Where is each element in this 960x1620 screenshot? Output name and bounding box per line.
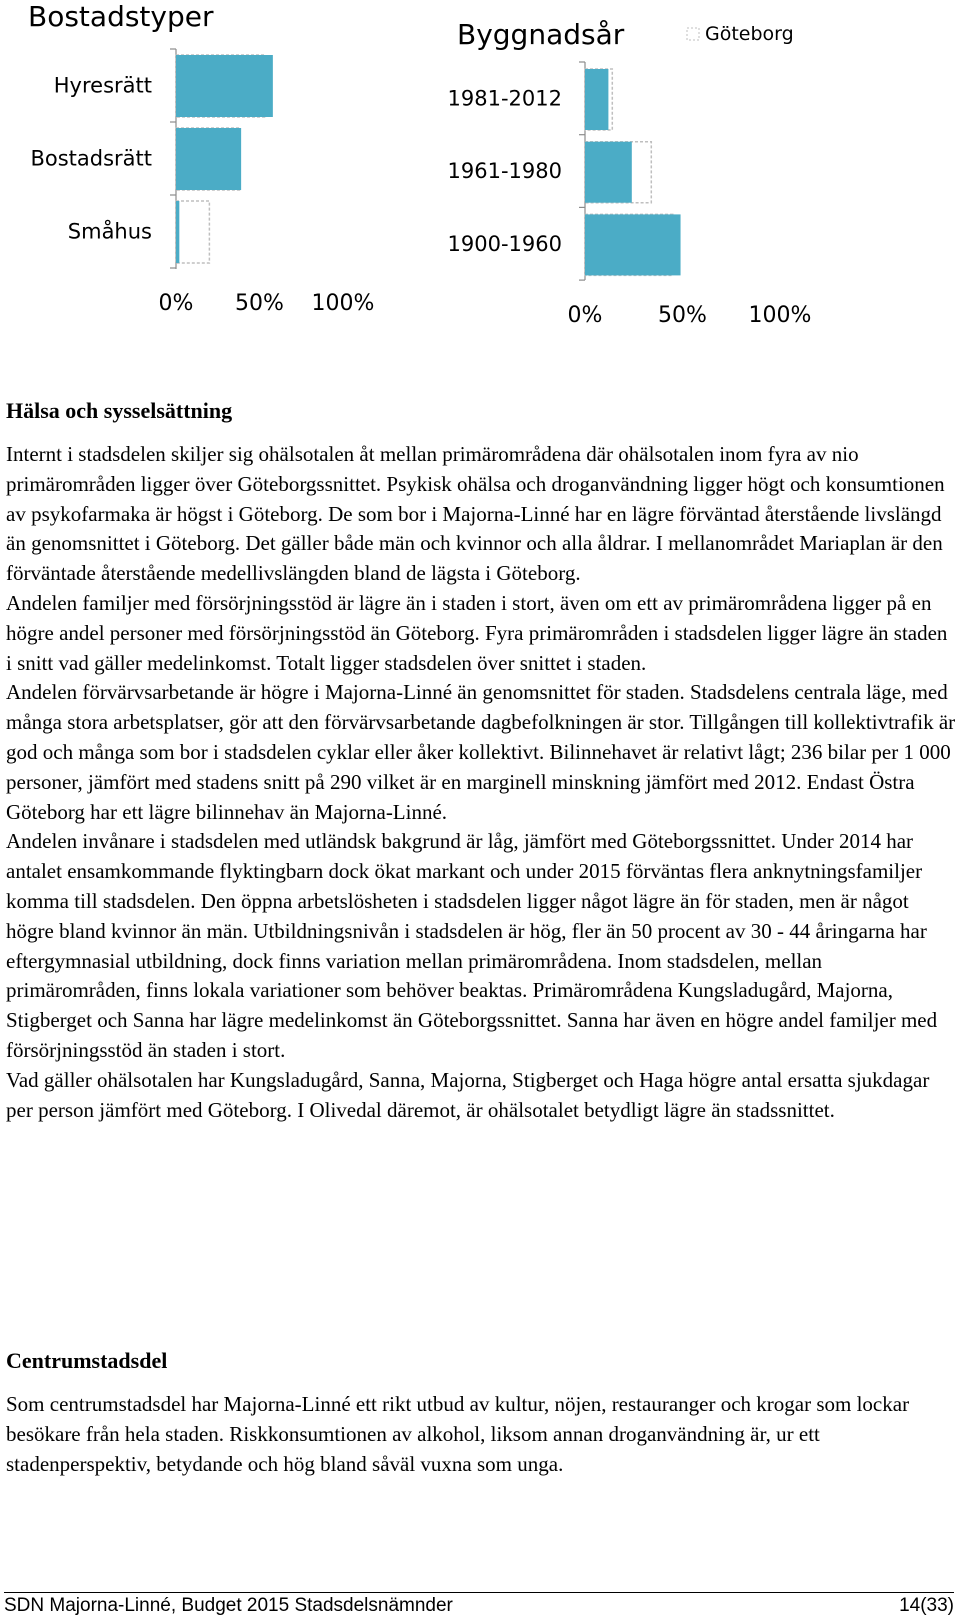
legend-label: Göteborg: [705, 23, 794, 45]
footer-title: SDN Majorna-Linné, Budget 2015 Stadsdelsnämnder: [4, 1595, 453, 1616]
chart-title: Byggnadsår: [457, 18, 625, 51]
chart-title: Bostadstyper: [28, 0, 214, 33]
chart-byggnadsar: [448, 18, 812, 328]
bar-district: [176, 55, 273, 117]
category-label: Småhus: [67, 219, 152, 244]
bar-district: [176, 201, 179, 263]
x-tick-label: 0%: [158, 291, 194, 316]
bar-district: [585, 69, 608, 130]
category-label: Bostadsrätt: [30, 146, 152, 171]
x-tick-label: 0%: [567, 303, 603, 328]
paragraph: Vad gäller ohälsotalen har Kungsladugård, Sanna, Majorna, Stigberget och Haga högre antal ersatta sjukdagar per person jämfört med Göteborg. I Olivedal däremot, är ohälsotalet betydligt lägre än stadssnittet.: [6, 1067, 930, 1122]
chart-bostadstyper: [28, 0, 374, 316]
section-body-centrum: [6, 1390, 956, 1479]
x-tick-label: 50%: [658, 303, 707, 328]
paragraph: Andelen invånare i stadsdelen med utländsk bakgrund är låg, jämfört med Göteborgssnittet. Under 2014 har antalet ensamkommande flyktingbarn dock ökat markant och under 2015 förväntas flera anknytningsfamiljer komma till stadsdelen. Den öppna arbetslösheten i stadsdelen ligger något lägre än för staden, men är något högre bland kvinnor än män. Utbildningsnivån i stadsdelen är hög, fler än 50 procent av 30 - 44 åringarna har eftergymnasial utbildning, dock finns variation mellan primärområdena. Inom stadsdelen, mellan primärområden, finns lokala variationer som behöver beaktas. Primärområdena Kungsladugård, Majorna, Stigberget och Sanna har lägre medelinkomst än Göteborgssnittet. Sanna har även en högre andel familjer med försörjningsstöd än staden i stort.: [6, 829, 938, 1062]
bar-goteborg: [176, 201, 209, 263]
paragraph: Andelen förvärvsarbetande är högre i Majorna-Linné än genomsnittet för staden. Stadsdelens centrala läge, med många stora arbetsplatser, gör att den förvärvsarbetande dagbefolkningen är stor. Tillgången till kollektivtrafik är god och många som bor i stadsdelen cyklar eller åker kollektivt. Bilinnehavet är relativt lågt; 236 bilar per 1 000 personer, jämfört med stadens snitt på 290 vilket är en marginell minskning jämfört med 2012. Endast Östra Göteborg har ett lägre bilinnehav än Majorna-Linné.: [6, 680, 956, 824]
x-tick-label: 100%: [311, 291, 375, 316]
paragraph: Som centrumstadsdel har Majorna-Linné ett rikt utbud av kultur, nöjen, restauranger och krogar som lockar besökare från hela staden. Riskkonsumtionen av alkohol, liksom annan droganvändning är, ur ett stadenperspektiv, betydande och hög bland såväl vuxna som unga.: [6, 1392, 910, 1476]
bar-district: [176, 128, 241, 190]
charts-area: [0, 0, 960, 340]
category-label: 1900-1960: [447, 231, 562, 256]
section-body-halsa: [6, 440, 956, 1125]
bar-district: [585, 142, 632, 203]
page-footer: [4, 1592, 954, 1617]
paragraph: Andelen familjer med försörjningsstöd är lägre än i staden i stort, även om ett av primärområdena ligger på en högre andel personer med försörjningsstöd än Göteborg. Fyra primärområden i stadsdelen ligger lägre än staden i snitt vad gäller medelinkomst. Totalt ligger stadsdelen över snittet i staden.: [6, 590, 948, 675]
x-tick-label: 100%: [748, 303, 812, 328]
page-number: 14(33): [899, 1595, 954, 1616]
legend-swatch: [687, 28, 699, 40]
category-label: 1981-2012: [447, 86, 562, 111]
x-tick-label: 50%: [235, 291, 284, 316]
paragraph: Internt i stadsdelen skiljer sig ohälsotalen åt mellan primärområdena där ohälsotalen inom fyra av nio primärområden ligger över Göteborgssnittet. Psykisk ohälsa och droganvändning ligger högt och konsumtionen av psykofarmaka är högst i Göteborg. De som bor i Majorna-Linné har en lägre förväntad återstående livslängd än genomsnittet i Göteborg. Det gäller både män och kvinnor och alla åldrar. I mellanområdet Mariaplan är den förväntade återstående medellivslängden bland de lägsta i Göteborg.: [6, 442, 945, 586]
bar-district: [585, 214, 681, 275]
section-heading-halsa: Hälsa och sysselsättning: [6, 398, 233, 423]
category-label: 1961-1980: [447, 159, 562, 184]
section-heading-centrum: Centrumstadsdel: [6, 1348, 168, 1373]
category-label: Hyresrätt: [53, 73, 152, 98]
